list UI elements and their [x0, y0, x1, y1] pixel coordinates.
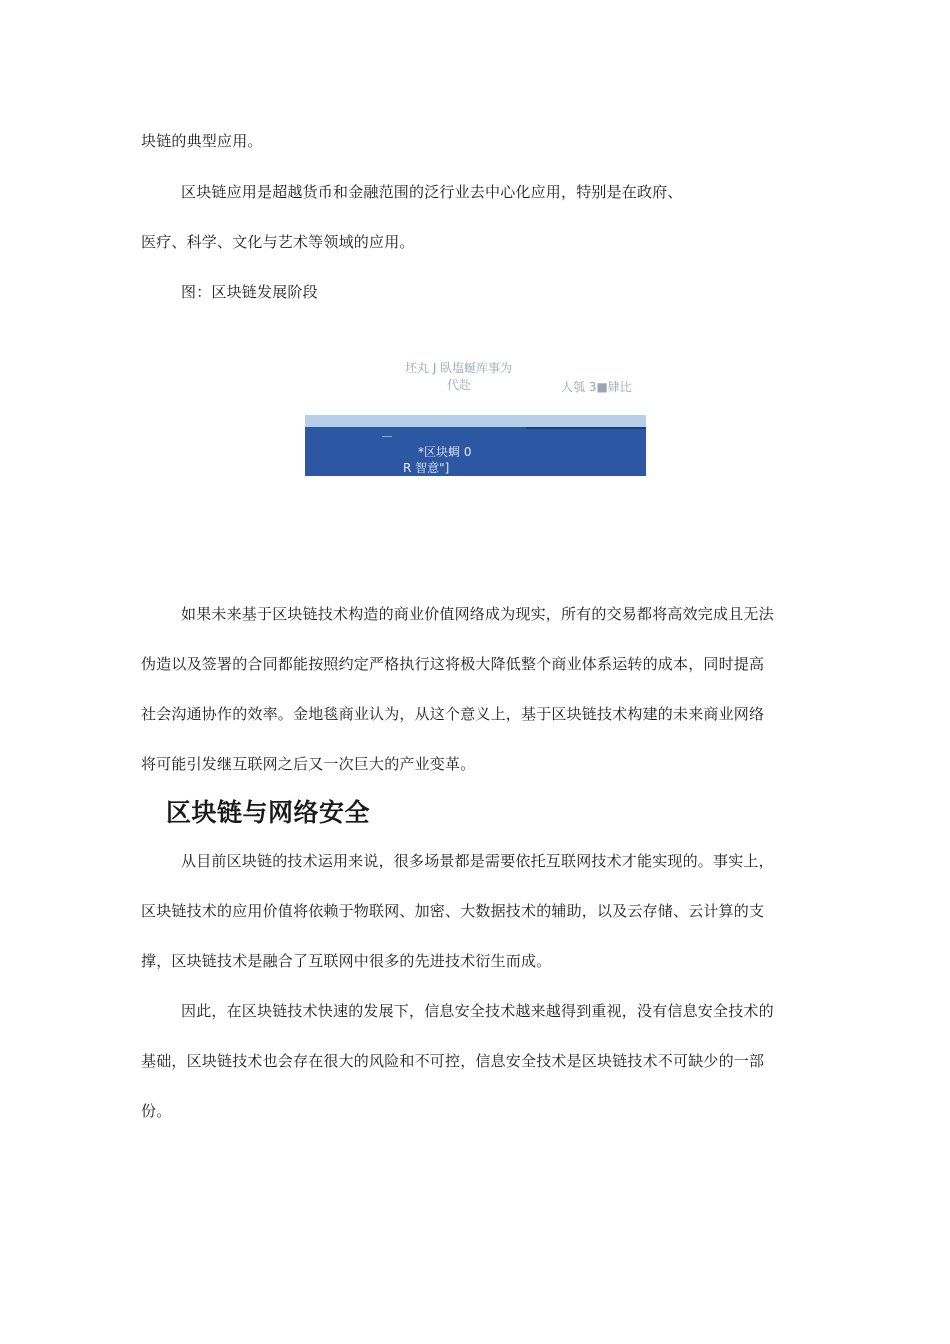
figure-caption: 图：区块链发展阶段	[181, 283, 318, 301]
paragraph-line: 区块链技术的应用价值将依赖于物联网、加密、大数据技术的辅助，以及云存储、云计算的支	[141, 902, 765, 920]
paragraph-line: 基础，区块链技术也会存在很大的风险和不可控，信息安全技术是区块链技术不可缺少的一部	[141, 1052, 765, 1070]
figure-inner-label-sub: R 智意"]	[403, 461, 450, 475]
paragraph-line: 伪造以及签署的合同都能按照约定严格执行这将极大降低整个商业体系运转的成本，同时提高	[141, 655, 765, 673]
figure-label-top-sub: 代赴	[447, 378, 472, 392]
paragraph-line: 将可能引发继互联网之后又一次巨大的产业变革。	[141, 755, 476, 773]
figure-band-dark	[305, 427, 646, 476]
paragraph-line: 块链的典型应用。	[141, 132, 263, 150]
paragraph-line: 社会沟通协作的效率。金地毯商业认为，从这个意义上，基于区块链技术构建的未来商业网络	[141, 705, 765, 723]
paragraph-line: 份。	[141, 1102, 172, 1120]
paragraph-line: 医疗、科学、文化与艺术等领域的应用。	[141, 233, 415, 251]
figure-tick	[382, 436, 392, 437]
blockchain-stages-figure	[305, 355, 646, 477]
figure-label-top: 坯丸 J 臥塩蜒库事为	[405, 361, 513, 375]
figure-divider	[526, 427, 646, 429]
paragraph-line: 因此，在区块链技术快速的发展下，信息安全技术越来越得到重视，没有信息安全技术的	[181, 1002, 774, 1020]
figure-label-right: 人瓠 3■肄比	[561, 380, 632, 394]
section-heading: 区块链与网络安全	[166, 798, 371, 827]
paragraph-line: 如果未来基于区块链技术构造的商业价值网络成为现实，所有的交易都将高效完成且无法	[181, 605, 774, 623]
paragraph-line: 区块链应用是超越货币和金融范围的泛行业去中心化应用，特别是在政府、	[181, 183, 683, 201]
figure-band-light	[305, 415, 646, 427]
paragraph-line: 撑，区块链技术是融合了互联网中很多的先进技术衍生而成。	[141, 952, 552, 970]
figure-inner-label: *区块蜩 0	[418, 445, 472, 459]
paragraph-line: 从目前区块链的技术运用来说，很多场景都是需要依托互联网技术才能实现的。事实上，	[181, 852, 774, 870]
